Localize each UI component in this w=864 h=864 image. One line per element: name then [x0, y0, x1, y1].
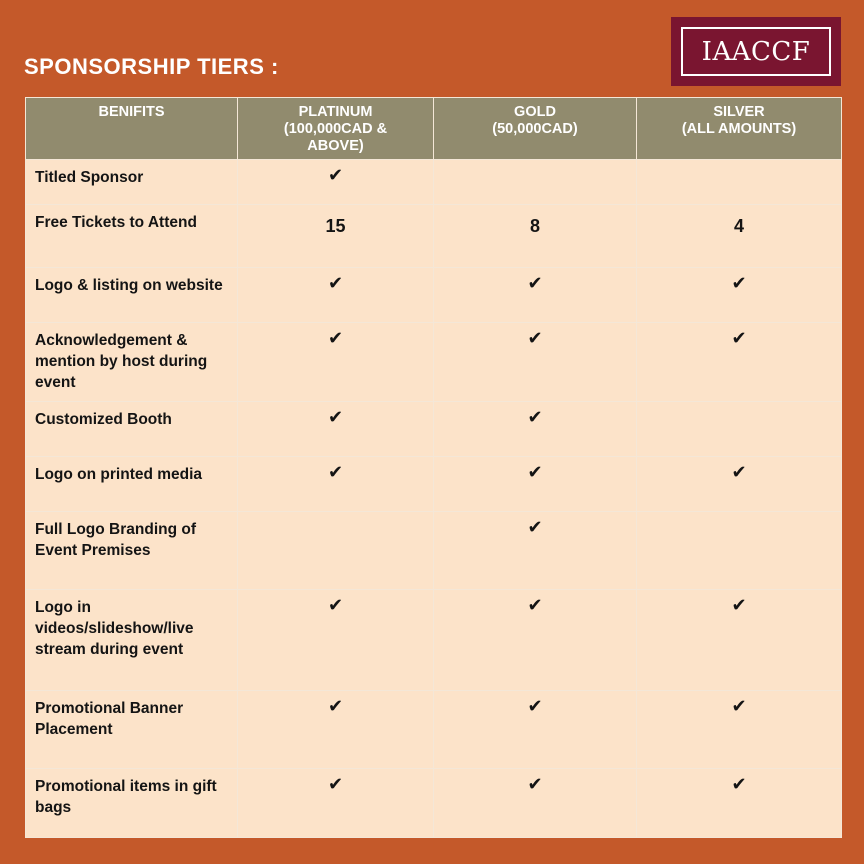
platinum-check-icon: ✔	[238, 691, 434, 769]
table-row	[26, 160, 842, 205]
platinum-check-icon: ✔	[238, 160, 434, 205]
platinum-cell	[238, 512, 434, 590]
gold-check-icon: ✔	[434, 457, 637, 512]
benefit-cell: Titled Sponsor	[26, 160, 238, 205]
silver-cell	[637, 160, 842, 205]
header-row	[26, 98, 842, 160]
gold-ticket-count: 8	[434, 205, 637, 268]
silver-cell	[637, 402, 842, 457]
table-row	[26, 691, 842, 769]
silver-check-icon: ✔	[637, 691, 842, 769]
gold-check-icon: ✔	[434, 323, 637, 402]
benefit-cell: Free Tickets to Attend	[26, 205, 238, 268]
table-row	[26, 205, 842, 268]
platinum-check-icon: ✔	[238, 268, 434, 323]
platinum-check-icon: ✔	[238, 402, 434, 457]
header-gold: GOLD (50,000CAD)	[434, 98, 637, 160]
table-row	[26, 769, 842, 838]
platinum-check-icon: ✔	[238, 769, 434, 838]
platinum-check-icon: ✔	[238, 457, 434, 512]
gold-check-icon: ✔	[434, 402, 637, 457]
silver-ticket-count: 4	[637, 205, 842, 268]
sponsorship-tiers-table	[25, 97, 842, 838]
benefit-cell: Full Logo Branding of Event Premises	[26, 512, 238, 590]
table-row	[26, 323, 842, 402]
silver-check-icon: ✔	[637, 769, 842, 838]
silver-cell	[637, 512, 842, 590]
benefit-cell: Logo on printed media	[26, 457, 238, 512]
table-row	[26, 457, 842, 512]
logo-text: IAACCF	[701, 36, 811, 67]
silver-check-icon: ✔	[637, 323, 842, 402]
benefit-cell: Customized Booth	[26, 402, 238, 457]
benefit-cell: Logo in videos/slideshow/live stream during event	[26, 590, 238, 691]
table-row	[26, 512, 842, 590]
table-row	[26, 590, 842, 691]
gold-check-icon: ✔	[434, 268, 637, 323]
benefit-cell: Promotional Banner Placement	[26, 691, 238, 769]
table-row	[26, 268, 842, 323]
platinum-ticket-count: 15	[238, 205, 434, 268]
silver-check-icon: ✔	[637, 457, 842, 512]
logo-frame	[681, 27, 831, 76]
gold-check-icon: ✔	[434, 769, 637, 838]
header-platinum: PLATINUM (100,000CAD & ABOVE)	[238, 98, 434, 160]
benefit-cell: Acknowledgement & mention by host during event	[26, 323, 238, 402]
iaaccf-logo	[671, 17, 841, 86]
page-title: SPONSORSHIP TIERS :	[24, 54, 279, 79]
gold-check-icon: ✔	[434, 512, 637, 590]
gold-cell	[434, 160, 637, 205]
gold-check-icon: ✔	[434, 691, 637, 769]
benefit-cell: Promotional items in gift bags	[26, 769, 238, 838]
header-benefits: BENIFITS	[26, 98, 238, 160]
benefit-cell: Logo & listing on website	[26, 268, 238, 323]
platinum-check-icon: ✔	[238, 590, 434, 691]
gold-check-icon: ✔	[434, 590, 637, 691]
platinum-check-icon: ✔	[238, 323, 434, 402]
silver-check-icon: ✔	[637, 590, 842, 691]
table-row	[26, 402, 842, 457]
silver-check-icon: ✔	[637, 268, 842, 323]
header-silver: SILVER (ALL AMOUNTS)	[637, 98, 842, 160]
